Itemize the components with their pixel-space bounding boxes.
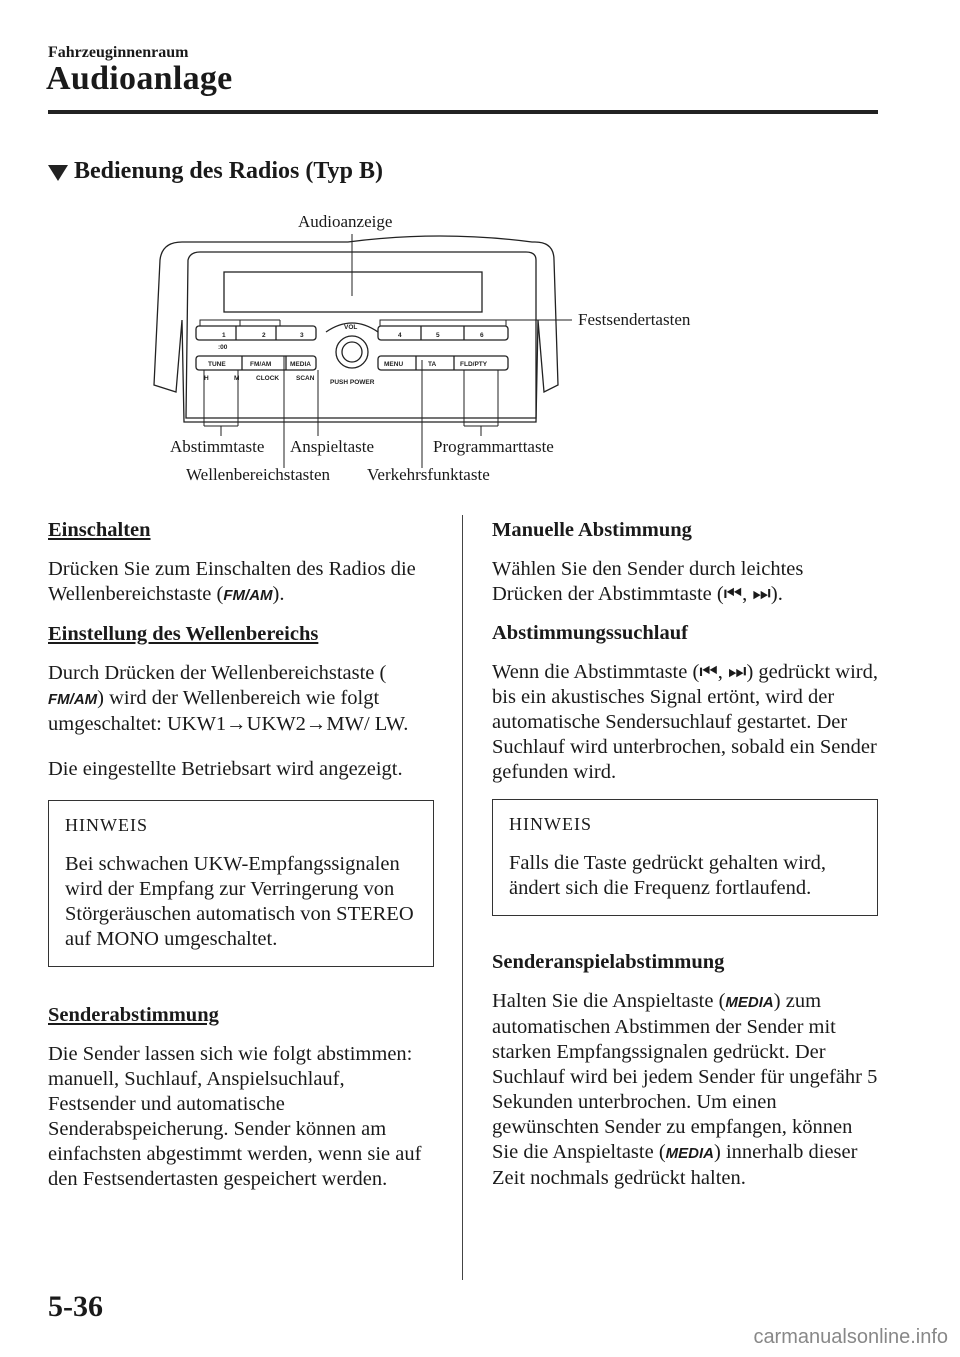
label-preset-buttons: Festsendertasten <box>578 310 691 329</box>
text-wellenbereich: Durch Drücken der Wellenbereichstaste (FM/AM) wird der Wellenbereich wie folgt umgeschaltet: UKW1→UKW2→MW/ LW. <box>48 662 409 735</box>
ta-label: TA <box>428 361 437 368</box>
heading-wellenbereich: Einstellung des Wellenbereichs <box>48 623 319 645</box>
clock-00-label: :00 <box>218 344 228 351</box>
text-abstimmungssuchlauf: Wenn die Abstimmtaste (⏮, ⏭) gedrückt wird, bis ein akustisches Signal ertönt, wird der automatische Sendersuchlauf gestartet. Der Suchlauf wird unterbrochen, sobald ein Sender gefunden wird. <box>492 661 878 783</box>
text-betriebsart: Die eingestellte Betriebsart wird angezeigt. <box>48 758 403 780</box>
triangle-icon <box>48 165 68 181</box>
label-traffic-button: Verkehrsfunktaste <box>367 465 490 484</box>
section-heading-text: Bedienung des Radios (Typ B) <box>74 158 383 184</box>
menu-label: MENU <box>384 361 404 368</box>
text-senderabstimmung: Die Sender lassen sich wie folgt abstimmen: manuell, Suchlauf, Anspielsuchlauf, Festsender und automatische Senderabspeicherung. Sender können am einfachsten abgestimmt werden, wenn sie auf den Festsendertasten gespeichert werden. <box>48 1043 422 1190</box>
note-text: Bei schwachen UKW-Empfangssignalen wird der Empfang zur Verringerung von Störgeräuschen automatisch von STEREO auf MONO umgeschaltet. <box>65 853 414 950</box>
heading-senderanspiel: Senderanspielabstimmung <box>492 951 725 973</box>
text-einschalten: Drücken Sie zum Einschalten des Radios die Wellenbereichstaste (FM/AM). <box>48 557 434 608</box>
label-scan-button: Anspieltaste <box>290 437 375 456</box>
scan-label: SCAN <box>296 375 315 382</box>
label-program-type-button: Programmarttaste <box>433 437 554 456</box>
m-label: M <box>234 375 240 382</box>
note-heading: HINWEIS <box>509 814 592 834</box>
left-column <box>48 518 434 1206</box>
note-heading: HINWEIS <box>65 815 148 835</box>
heading-senderabstimmung: Senderabstimmung <box>48 1004 219 1026</box>
label-band-buttons: Wellenbereichstasten <box>186 465 331 484</box>
tune-label: TUNE <box>208 361 226 368</box>
seek-back-icon: ⏮ <box>699 661 718 683</box>
section-name: Fahrzeuginnenraum <box>48 44 189 61</box>
vol-label: VOL <box>344 324 358 331</box>
push-power-label: PUSH POWER <box>330 379 375 386</box>
page-number: 5-36 <box>48 1290 103 1323</box>
preset-1-label: 1 <box>222 332 226 339</box>
heading-abstimmungssuchlauf: Abstimmungssuchlauf <box>492 622 688 644</box>
column-divider <box>462 515 463 1280</box>
preset-3-label: 3 <box>300 332 304 339</box>
header-rule <box>48 110 878 114</box>
fmam-button-icon: FM/AM <box>48 691 98 708</box>
page-title: Audioanlage <box>46 60 233 97</box>
h-label: H <box>204 375 209 382</box>
right-column <box>492 518 878 1205</box>
fldpty-label: FLD/PTY <box>460 361 488 368</box>
fmam-button-icon: FM/AM <box>223 587 273 604</box>
section-heading <box>48 158 383 185</box>
text-senderanspiel: Halten Sie die Anspieltaste (MEDIA) zum automatischen Abstimmen der Sender mit starken Empfangssignalen gedrückt. Der Suchlauf wird bei jedem Sender für ungefähr 5 Sekunden unterbrochen. Um einen gewünschten Sender zu empfangen, können Sie die Anspieltaste (MEDIA) innerhalb dieser Zeit nochmals gedrückt halten. <box>492 990 878 1189</box>
clock-label: CLOCK <box>256 375 280 382</box>
note-box-2 <box>492 799 878 916</box>
seek-back-icon: ⏮ <box>723 583 743 605</box>
text-manuelle-abstimmung: Wählen Sie den Sender durch leichtes Drücken der Abstimmtaste (⏮, ⏭). <box>492 558 804 605</box>
heading-einschalten: Einschalten <box>48 519 151 541</box>
label-audio-display: Audioanzeige <box>298 212 393 231</box>
preset-5-label: 5 <box>436 332 440 339</box>
preset-2-label: 2 <box>262 332 266 339</box>
note-text: Falls die Taste gedrückt gehalten wird, ändert sich die Frequenz fortlaufend. <box>509 852 826 899</box>
fmam-label: FM/AM <box>250 361 272 368</box>
media-label: MEDIA <box>290 361 311 368</box>
label-tuning-button: Abstimmtaste <box>170 437 265 456</box>
seek-forward-icon: ⏭ <box>752 583 771 605</box>
heading-manuelle-abstimmung: Manuelle Abstimmung <box>492 519 692 541</box>
seek-forward-icon: ⏭ <box>728 661 747 683</box>
preset-4-label: 4 <box>398 332 402 339</box>
note-box-1 <box>48 800 434 967</box>
watermark: carmanualsonline.info <box>753 1326 948 1348</box>
media-button-icon: MEDIA <box>725 994 774 1011</box>
preset-6-label: 6 <box>480 332 484 339</box>
media-button-icon: MEDIA <box>665 1145 714 1162</box>
